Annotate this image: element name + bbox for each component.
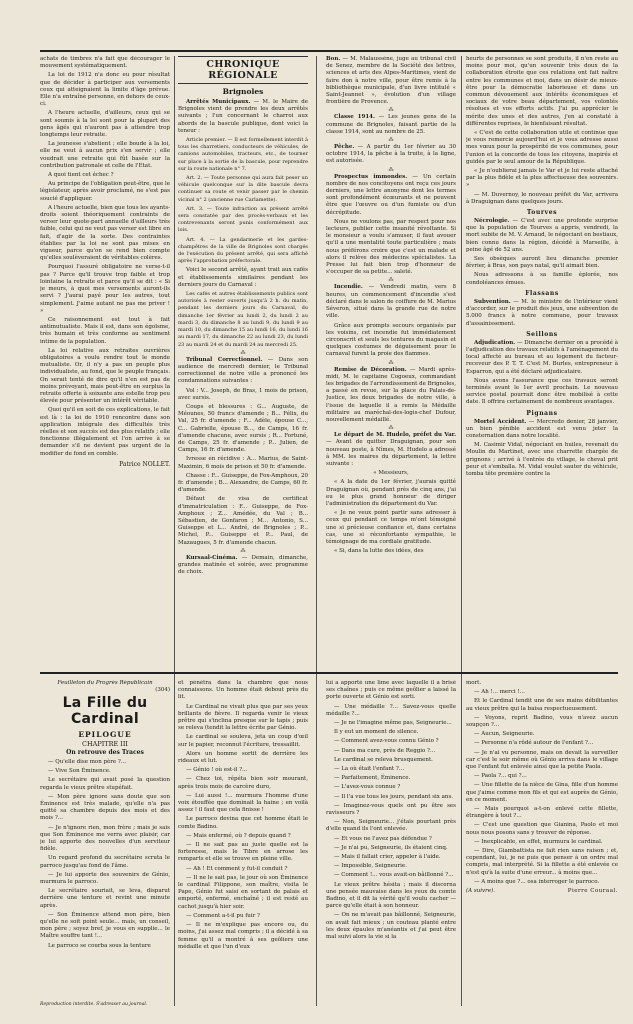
novel-line: lui a apporté une lime avec laquelle il a brisé ses chaînes ; puis ce même geôlier a laissé la porte ouverte et Génio est sorti. xyxy=(326,680,456,701)
novel-line: — Il ne m'explique pas encore ou, du moins, j'ai assez mal compris ; il a décidé à sa femme qu'il a montré à ses geôliers une médaille et que l'un d'eux xyxy=(178,922,308,950)
novel-line: Le Cardinal ne vivait plus que par ses yeux brillants de fièvre. Il regarda venir le vieux prêtre qui s'inclina presque sur le tapis ; puis se releva (tendit la lettre écrite par Génio. xyxy=(178,703,308,732)
paragraph: A quoi tient cet échec ? xyxy=(48,172,114,179)
novel-line: Le parroco devina que cet homme était le comte Badino. xyxy=(178,816,308,830)
paragraph: La loi de 1912 n'a donc eu pour résultat que de décider à participer aux versements ceux qui atteignaient la limite d'âge prévue. Elle n'a entraîné personne, en dehors de ceux-ci. xyxy=(40,72,170,108)
novel-line: — Une fillette de la nièce de Gina, fille d'un homme que j'aime comme mon fils et qui est auprès de Génio, en ce moment. xyxy=(466,782,618,803)
novel-line: — La où était l'enfant ?... xyxy=(334,766,405,773)
novel-line: — Impossible, Seigneurie. xyxy=(334,863,407,870)
paragraph: Article premier. — Il est formellement interdit à tous les charretiers, conducteurs de véhicules, de camions automobiles, tracteurs, etc., de tourner sur place à la sortie de la bascule, pour reprendre sur la route nationale n° 7. xyxy=(178,137,308,172)
news-item: Pêche. — A partir du 1er février au 30 octobre 1914, la pêche à la truite, à la ligne, est autorisée. xyxy=(326,144,456,165)
news-item: Remise de Décoration. — Mardi après-midi, M. le capitaine Cogoeux, commandant les brigades de l'arrondissement de Brignoles, a passé en revue, sur la place du Palais-de-Justice, les deux brigades de notre ville, à l'issue de laquelle il a remis la Médaille militaire au maréchal-des-logis-chef Dufour, nouvellement médaillé. xyxy=(326,366,456,423)
paragraph: Art. 4. — La gendarmerie et les gardes-champêtres de la ville de Brignoles sont chargés de l'exécution du présent arrêté, qui sera affiché après l'approbation préfectorale. xyxy=(178,236,308,265)
feuilleton-col-1 xyxy=(40,680,170,1010)
novel-line: — Dire, Giambattista ne fait rien sans raison ; et, cependant, lui, je ne puis que penser à un ordre mal compris, mal interprété. Si la fillette a été enlevée ce n'est qu'à la suite d'une erreur... à moins que... xyxy=(466,848,618,876)
paragraph: Art. 3. — Toute infraction au présent arrêté sera constatée par des procès-verbaux et les contrevenants seront punis conformément aux lois. xyxy=(178,205,308,234)
feuilleton-label: Feuilleton du Progrès Républicain xyxy=(57,680,153,686)
novel-line: — Et vous ne l'avez pas défendue ? xyxy=(334,835,432,842)
town-heading: Tourves xyxy=(526,209,558,217)
paragraph: « Si, dans la lutte des idées, des xyxy=(334,548,424,555)
paragraph: Nous avons l'assurance que ces travaux seront terminés avant le 1er avril prochain. Le nouveau service postal pourrait donc être mobilisé à cette date. Il offrira certainement de nombreux avantages. xyxy=(466,377,618,406)
novel-line: — Non, Seigneurie... j'étais pourtant près d'elle quand ils l'ont enlevée. xyxy=(326,819,456,833)
paragraph: Art. 2. — Toute personne qui aura fait peser un véhicule quelconque sur la dite bascule devra continuer sa route et venir passer par le chemin vicinal n° 2 (ancienne rue Carlamette). xyxy=(178,175,308,203)
item-title: Prospectus immondes. xyxy=(334,173,408,180)
episode-number: (304) xyxy=(155,687,170,693)
novel-line: — Qu'elle dise mon père ?... xyxy=(48,759,127,765)
paragraph: « A la date du 1er février, j'aurais quitté Draguignan où, pendant près de cinq ans, j'ai eu le plus grand honneur de diriger l'administration du département du Var. xyxy=(326,479,456,507)
news-item: Prospectus immondes. — Un certain nombre de nos concitoyens ont reçu ces jours derniers, une lettre anonyme dont les termes sont profondément écœurants et ne peuvent être que l'œuvre ou d'un fumiste ou d'un décrépitude. xyxy=(326,173,456,216)
item-title: Kursaal-Cinéma. xyxy=(186,554,238,561)
novel-line: — Son Éminence attend mon père, bien qu'elle ne soit point seule... mais, un conseil, mon père ; soyez bref, je vous en supplie... le Maître souffre tant !... xyxy=(40,911,170,940)
item-title: Subvention. xyxy=(474,298,511,305)
novel-line: Alors un homme sortit de derrière les rideaux et lut. xyxy=(178,750,308,765)
novel-line: Le secrétaire qui avait posé la question regarda le vieux prêtre stupéfait. xyxy=(40,777,170,791)
column-divider xyxy=(174,56,175,1006)
novel-line: — On ne m'avait pas bâillonné, Seigneurie, on avait fait mieux ; un couteau planté entre les deux épaules m'anéantis et j'ai peut être mal suivi alors la vie si la xyxy=(326,912,456,941)
news-item: Tribunal Correctionnel. — Dans son audience de mercredi dernier, le Tribunal correctionnel de notre ville a prononcé les condamnations suivantes : xyxy=(178,356,308,385)
novel-line: — Voyons, reprit Badino, vous n'avez aucun soupçon ?... xyxy=(466,714,618,729)
feuilleton-header xyxy=(40,680,170,686)
paragraph: Coups et blessures : G... Auguste, de Méounes, 50 francs d'amende ; B... Félix, du Val, 25 fr. d'amende ; F... Adèle, épouse C..., C... Gabrielle, épouse B..., de Camps, 16 fr. d'amende chacune, avec sursis ; R... Fortuné, de Camps, 25 fr. d'amende ; P... Julien, de Camps, 16 fr. d'amende. xyxy=(178,403,308,454)
paragraph: « Messieurs, xyxy=(373,470,409,477)
novel-line: — Je n'ignore rien, mon frère ; mais je sais que Son Éminence me verra avec plaisir, car je lui apporte des nouvelles d'un serviteur fidèle. xyxy=(40,824,170,853)
novel-line: Et le Cardinal tendit une de ses mains débilitantes au vieux prêtre qui la baisa respectueusement. xyxy=(466,698,618,712)
news-item: Mortel Accident. — Mercredo denier, 28 janvier, un bien pénible accident est venu jeter la consternation dans notre localité. xyxy=(466,418,618,439)
paragraph: « Je ne veux point partir sans adresser à ceux qui pendant ce temps m'ont témoigné une si précieuse confiance et, dans certains cas, une si réconfortante sympathie, le témoignage de ma cordiale gratitude. xyxy=(326,510,456,545)
feuilleton-signature xyxy=(466,888,618,894)
paragraph: — M. Duvernoy, le nouveau préfet du Var, arrivera à Draguignan dans quelques jours. xyxy=(466,191,618,205)
novel-line: — Ah !... merci !... xyxy=(474,689,525,696)
novel-line: — C'est une question que Gianina, Paolo et moi nous nous posons sans y trouver de réponse. xyxy=(466,822,618,836)
paragraph: Au principe de l'obligation peut-être, que le législateur, après avoir proclamé, ne s'est pas soucié d'appliquer. xyxy=(40,181,170,202)
separator-stars: ⁂ xyxy=(240,547,246,554)
novel-line: — A moins que ?... osa interroger le parroco. xyxy=(474,878,600,885)
novel-line: et pénétra dans la chambre que nous connaissons. Un homme était debout près du lit. xyxy=(178,680,308,701)
feuilleton-col-2 xyxy=(178,680,308,1010)
item-title: Adjudication. xyxy=(474,339,516,346)
novel-line: — Je n'ai pu, Seigneurie, ils étaient cinq. xyxy=(334,844,448,851)
reproduction-notice: Reproduction interdite. S'adresser au journal. xyxy=(40,1002,148,1007)
paragraph: Pourquoi l'assuré obligatoire ne verse-t-il pas ? Parce qu'il trouve trop faible et trop lointaine la retraite et parce qu'il se dit : « Si je meurs, à quoi mes versements auront-ils servi ? J'aurai payé pour les autres, tout simplement. J'aime autant ne pas me priver ! » xyxy=(40,264,170,314)
article-retraites xyxy=(40,56,170,666)
novel-line: mort. xyxy=(466,680,482,686)
section-heading: CHRONIQUE RÉGIONALE xyxy=(178,56,308,84)
novel-line: — Il ne le sait pas, le jour où son Éminence le cardinal Filippone, son maître, visita le Pape, Génio fut saisi en sortant de palais et emporté, enfermé, enchaîné ; il est resté au cachot jusqu'à hier soir. xyxy=(178,874,308,910)
separator-stars: ⁂ xyxy=(388,137,394,144)
novel-line: Le cardinal se souleva, jeta un coup d'œil sur le papier, reconnut l'écriture, tressaillit. xyxy=(178,734,308,748)
novel-line: — Aucun, Seigneurie. xyxy=(474,731,535,738)
novel-line: — Comment avez-vous connu Génio ? xyxy=(334,738,439,745)
chronique-suite xyxy=(326,56,456,666)
item-title: Incendie. xyxy=(334,284,363,291)
item-title: Bon. xyxy=(326,56,341,62)
item-title: Tribunal Correctionnel. xyxy=(186,356,263,363)
news-item: Incendie. — Vendredi matin, vers 8 heures, un commencement d'incendie s'est déclaré dans le salon de coiffure de M. Marius Séveron, situé dans la grande rue de notre ville. xyxy=(326,284,456,320)
novel-line: — Il l'a vue tous les jours, pendant six ans. xyxy=(334,793,454,800)
column-divider xyxy=(316,56,317,1006)
novel-line: — Personne n'a rôdé autour de l'enfant ?... xyxy=(474,740,594,747)
novel-line: — Parfaitement, Éminence. xyxy=(334,775,411,782)
chronique-regionale xyxy=(178,56,308,666)
novel-line: — Comment a-t-il pu fuir ? xyxy=(186,912,260,919)
town-heading: Seillons xyxy=(526,330,558,338)
city-heading: Brignoles xyxy=(222,87,264,96)
paragraph: M. Casimir Vidal, négociant en huiles, revenait du Moulin du Martinet, avec une charrette chargée de grignons ; arrivé à l'entrée du village, le cheval prit peur et s'emballa. M. Vidal voulut sauter du véhicule, tomba tête première contre la xyxy=(466,442,618,477)
paragraph: Chasse : F... Guiseppe, de Fox-Amphoux, 20 fr. d'amende ; B... Alexandre, de Camps, 60 fr. d'amende. xyxy=(178,472,308,494)
top-rule xyxy=(40,50,618,52)
paragraph: « Je n'oublierai jamais le Var et je lui reste attaché par la plus fidèle et la plus affectueuse des souvenirs. » xyxy=(466,168,618,189)
paragraph: Voici le second arrêté, ayant trait aux cafés et établissements similaires pendant les derniers jours du Carnaval : xyxy=(178,267,308,288)
paragraph: Ivresse en récidive : A... Marius, de Saint-Maximin, 6 mois de prison et 50 fr. d'amende. xyxy=(178,456,308,470)
town-heading: Flassans xyxy=(525,289,559,297)
item-title: Classe 1914. xyxy=(334,114,375,121)
column-divider xyxy=(461,56,462,1006)
item-title: Mortel Accident. xyxy=(474,418,527,425)
news-item: Nécrologie. — C'est avec une profonde surprise que la population de Tourves a appris, vendredi, la mort subite de M. V. Arnaud, le négociant en bestiaux, bien connu dans la région, décédé à Marseille, à peine âgé de 52 ans. xyxy=(466,218,618,253)
novel-line: — Mais enfermé, où ? depuis quand ? xyxy=(186,832,291,839)
novel-line: — Je lui apporte des souvenirs de Génio, murmura le parroco. xyxy=(40,871,170,886)
item-title: Arrêtés Municipaux. xyxy=(186,99,251,105)
novel-line: Le vieux prêtre hésita ; mais il discerna une pensée mauvaise dans les yeux du comte Badino, et il dit la vérité qu'il voulu cacher — parce qu'elle était à son honneur. xyxy=(326,881,456,910)
novel-line: — Ah ! Et comment y fut-il conduit ? xyxy=(186,865,288,872)
item-title: Nécrologie. xyxy=(474,218,510,225)
feuilleton-col-3 xyxy=(326,680,456,1010)
paragraph: La jeunesse s'abstient ; elle boude à la loi, elle ne veut à aucun prix s'en servir ; elle voudrait une retraite qui fût basée sur la contribution patronale et celle de l'Etat. xyxy=(40,141,170,169)
paragraph: Vol : V... Joseph, de Bras, 1 mois de prison, avec sursis. xyxy=(178,387,308,401)
paragraph: « C'est de cette collaboration utile et continue que je vous remercie aujourd'hui et je vous adresse aussi mes vœux pour la prospérité de vos communes, pour l'union et la concorde de tous les citoyens, inspirés et guidés par le seul amour de la République. xyxy=(466,130,618,165)
paragraph: Grâce aux prompts secours organisés par les voisins, cet incendie fut immédiatement circonscrit et seuls les tentures du magasin et quelques costumes de déguisement pour le carnaval furent la proie des flammes. xyxy=(326,322,456,358)
novel-line: — Inexplicable, en effet, murmura le cardinal. xyxy=(474,838,603,845)
novel-line: — Vive Son Éminence. xyxy=(48,768,111,775)
paragraph: Quoi qu'il en soit de ces explications, le fait est là : la loi de 1910 rencontre dans son application intégrale des difficultés très réelles et son succès est des plus relatifs ; elle fonctionne illégalement et l'on arrive à se demander s'il ne devient pas urgent de la modifier de fond en comble. xyxy=(40,407,170,457)
paragraph: La loi relative aux retraites ouvrières obligatoires a voulu rendre tout le monde mutualiste. Or, il n'y a pas un peuple plus individualiste, au fond, que le peuple français. On serait tenté de dire qu'il n'en est pas de moins prévoyant, mais peut-être en surplus la retraite offerte à soixante ans estelle trop peu élevée pour présenter un intérêt véritable. xyxy=(40,347,170,405)
news-item: Bon. — M. Malaussène, juge au tribunal civil de Senez, membre de la Société des lettres, sciences et arts des Alpes-Maritimes, vient de faire don à notre ville, pour être remis à la bibliothèque municipale, d'un livre intitulé « Saint-Jeannet », évolution d'un village frontière de Provence. xyxy=(326,56,456,106)
novel-line: — Il ne sait pas au juste quelle est la forteresse, mais le Tibre en arrose les remparts et elle se trouve en pleine ville. xyxy=(178,842,308,863)
separator-stars: ⁂ xyxy=(388,166,394,173)
chapter-heading: CHAPITRE III xyxy=(81,740,129,748)
separator-stars: ⁂ xyxy=(388,359,394,366)
separator-stars: ⁂ xyxy=(388,425,394,432)
section-divider xyxy=(40,672,618,674)
novel-line: Un regard profond du secrétaire scruta le parroco jusqu'au fond de l'âme. xyxy=(40,855,170,869)
novel-line: — Mon père ignore sans doute que son Éminence est très malade, qu'elle n'a pas quitté sa chambre depuis des mois et des mois ?... xyxy=(40,793,170,822)
novel-line: — Comment !... vous avait-on bâillonné ?... xyxy=(334,872,454,879)
novel-line: — Je ne l'imagine même pas, Seigneurie... xyxy=(334,720,452,727)
separator-stars: ⁂ xyxy=(240,349,246,356)
novel-line: — Mais pourquoi a-t-on enlevé cette fillette, étrangère à tout ?... xyxy=(466,806,618,820)
novel-line: Le parroco se courba sous la tenture xyxy=(48,942,151,949)
chronique-suite-2 xyxy=(466,56,618,666)
novel-line: — Génio ! où est-il ?... xyxy=(186,767,248,774)
paragraph: achats de timbres n'a fait que décourager le mouvement systématiquement. xyxy=(40,56,170,70)
paragraph: Défaut de visa de certificat d'immatriculation : F... Guiseppe, de Fox-Amphoux ; Z... Amédée, du Val ; B... Sébastien, de Gonfaron ; M... Antonio, S... Guiseppe et L... André, de Brignoles ; P... Michel, P... Guiseppe et P... Paul, de Mazaugues, 5 fr. d'amende chacun. xyxy=(178,496,308,546)
paragraph: Nous ne voulons pas, par respect pour nos lecteurs, publier cette insanité révoltante. Si le monsieur a voulu s'amuser, il faut avouer qu'il a une mentalité toute particulière ; mais nous préférons croire que c'est un malade et alors il relève des médecins spécialistes. La Presse lui fait bien trop d'honneur de s'occuper de sa petite... saleté. xyxy=(326,218,456,276)
novel-line: — Une médaille ?... Savez-vous quelle médaille ?... xyxy=(326,703,456,717)
author-name: Pierre Couraal. xyxy=(567,888,618,895)
chapter-subtitle: On retrouve des Traces xyxy=(66,749,144,756)
news-item: Kursaal-Cinéma. — Demain, dimanche, grandes matinée et soirée, avec programme de choix. xyxy=(178,554,308,576)
novel-line: — Paola ?... qui ?... xyxy=(474,773,527,780)
paragraph: A l'heure actuelle, d'ailleurs, ceux qui se sont soumis à la loi sont pour la plupart des gens âgés qui n'auront pas à attendre trop longtemps leur retraite. xyxy=(40,110,170,139)
paragraph: Ses obsèques auront lieu dimanche premier février, à Bras, son pays natal, qu'il aimait bien. xyxy=(466,256,618,270)
novel-line: — L'avez-vous connue ? xyxy=(334,784,401,791)
feuilleton-col-4 xyxy=(466,680,618,1010)
item-title: Remise de Décoration. xyxy=(334,366,407,373)
novel-line: Il y eut un moment de silence. xyxy=(334,729,419,736)
author-signature: Patrice NOLLET. xyxy=(119,460,170,468)
novel-line: — Imaginez-vous quels ont pu être ses ravisseurs ? xyxy=(326,802,456,817)
to-be-continued: (A suivre). xyxy=(466,888,495,895)
epilogue-heading: EPILOGUE xyxy=(78,730,132,739)
separator-stars: ⁂ xyxy=(388,107,394,114)
news-item: Le départ de M. Hudelo, préfet du Var. — Avant de quitter Draguignan, pour son nouveau poste, à Nîmes, M. Hudelo a adressé à MM. les maires du département, la lettre suivante : xyxy=(326,432,456,467)
novel-line: — Dans ma cure, près de Reggio ?... xyxy=(334,747,436,754)
novel-line: — Je n'ai vu personne, mais on devait la surveiller car c'est le soir même où Génio arriva dans le village que l'enfant fut enlevée ainsi que la petite Paola. xyxy=(466,749,618,771)
separator-stars: ⁂ xyxy=(388,277,394,284)
news-item: Subvention. — M. le ministre de l'intérieur vient d'accorder, sur le produit des jeux, une subvention de 5.000 francs à notre commune, pour travaux d'assainissement. xyxy=(466,298,618,327)
news-item: Classe 1914. — Les jeunes gens de la commune de Brignoles, faisant partie de la classe 1914, sont au nombre de 25. xyxy=(326,114,456,135)
novel-line: Le cardinal se releva brusquement. xyxy=(334,756,433,763)
novel-line: — Lui aussi !... murmura l'homme d'une voix étouffée que dominait la haine ; en voilà assez ! il faut que cela finisse ! xyxy=(178,792,308,814)
paragraph: Les cafés et autres établissements publics sont autorisés à rester ouverts jusqu'à 2 h. du matin, pendant les derniers jours du Carnaval, du dimanche 1er février au lundi 2, du lundi 2 au mardi 3, du dimanche 8 au lundi 9, du lundi 9 au mardi 10, du dimanche 15 au lundi 16, du lundi 16 au mardi 17, du dimanche 22 au lundi 23, du lundi 23 au mardi 24 et du mardi 24 au mercredi 25. xyxy=(178,291,308,348)
town-heading: Pignans xyxy=(526,409,558,417)
paragraph: A l'heure actuelle, bien que tous les ayants-droits soient théoriquement contraints de verser leur quote-part annuelle d'ailleurs très faible, celui qui ne veut pas verser est libre en fait, d'agir de la sorte. Des contraintes établies par la loi ne sont pas mises en vigueur, parce qu'on se rend bien compte qu'elles soulèveraient de véritables colères. xyxy=(40,204,170,262)
paragraph: heurts de personnes se sont produits, il n'en reste au moins pour moi, qu'un souvenir très doux de la collaboration étroite que ces relations ont fait naître entre les communes et moi, dans un désir de mieux-être pour la démocratie laborieuse et dans un commun dévouement aux intérêts économiques et sociaux de votre beau département, vos volontés résolues et vos efforts actifs. J'ai pu apprécier le mérite des unes et des autres, j'en ai constaté à différentes reprises, le bienfaisant résultat. xyxy=(466,56,618,127)
item-title: Le départ de M. Hudelo, préfet du Var. xyxy=(334,432,456,439)
item-title: Pêche. xyxy=(334,144,355,151)
novel-line: — Mais il fallait crier, appeler à l'aide. xyxy=(334,854,441,861)
paragraph: Nous adressons à sa famille éplorée, nos condoléances émues. xyxy=(466,272,618,286)
novel-title: La Fille du Cardinal xyxy=(62,695,148,727)
news-item: Adjudication. — Dimanche dernier on a procédé à l'adjudication des travaux relatifs à l'aménagement du local affecté au bureau et au logement du facteur-receveur des P. T. T. C'est M. Burles, entrepreneur à Esparron, qui a été déclaré adjudicataire. xyxy=(466,339,618,375)
paragraph: Ce raisonnement est tout à fait antimutualiste. Mais il est, dans son égoïsme, très humain et très conforme au sentiment intime de la population. xyxy=(40,316,170,345)
news-item: Arrêtés Municipaux. — M. le Maire de Brignoles vient de prendre les deux arrêtés suivants ; l'un concernant le charroi aux abords de la bascule publique, dont voici la teneur : xyxy=(178,99,308,134)
novel-line: Le secrétaire souriait, se leva, disparut derrière une tenture et revint une minute après. xyxy=(40,888,170,909)
novel-line: — Chez toi, répéta bien soir mourant, après trois mois de carcère duro, xyxy=(178,776,308,790)
